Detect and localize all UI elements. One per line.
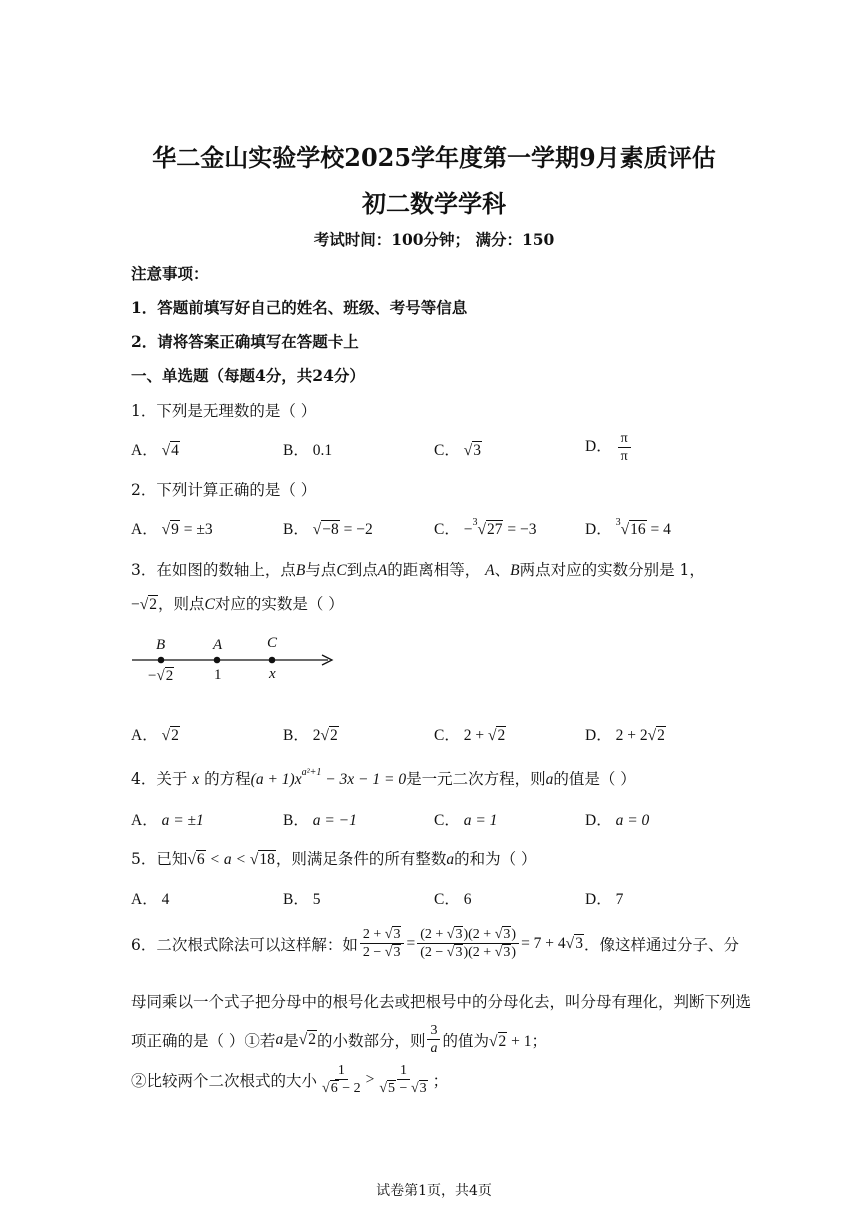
subject-title: 初二数学学科 — [362, 189, 506, 218]
page-title: 华二金山实验学校2025学年度第一学期9月素质评估 — [152, 143, 716, 172]
question-1-stem: 1．下列是无理数的是（ ） — [131, 402, 317, 420]
q6-fraction-2: $\frac{(2 + √3)(2 + √3)}{(2 - √3)(2 + √3)}$ — [417, 926, 519, 961]
q2-option-c: C． −$^3$√27 = −3 — [434, 517, 537, 538]
q3-option-c: C． 2 + √2 — [434, 727, 506, 744]
q3-option-b: B． 2√2 — [283, 727, 338, 744]
q3-option-a: A． √2 — [131, 727, 179, 744]
point-b-dot — [158, 657, 165, 664]
q4-option-b: B． a = −1 — [283, 812, 357, 829]
q1-option-d: D． $\frac{\pi}{\pi}$ — [585, 430, 633, 465]
q2-option-b: B． √−8 = −2 — [283, 521, 373, 538]
question-6-stem-line2: 母同乘以一个式子把分母中的根号化去或把根号中的分母化去，叫分母有理化，判断下列选 — [131, 993, 752, 1011]
q4-option-d: D． a = 0 — [585, 812, 650, 829]
q2-option-a: A． √9 = ±3 — [131, 521, 213, 538]
q5-option-c: C． 6 — [434, 891, 472, 908]
point-b-value: −√2 — [148, 668, 174, 684]
point-a-label: A — [213, 637, 223, 653]
q5-option-a: A． 4 — [131, 891, 170, 908]
point-c-dot — [269, 657, 276, 664]
q2-option-d: D． $^3$√16 = 4 — [585, 517, 671, 538]
section-title: 一、单选题（每题4分，共24分） — [131, 366, 365, 385]
notes-item-1: 1．答题前填写好自己的姓名、班级、考号等信息 — [131, 298, 468, 317]
q3-option-d: D． 2 + 2√2 — [585, 727, 665, 744]
question-3-stem-line2: −√2，则点C对应的实数是（ ） — [131, 595, 344, 613]
question-6-stem-line3: 项正确的是（ ）①若 a 是 √2 的小数部分，则 $\frac{3}{a}$ 的值为 √2 + 1； — [131, 1023, 548, 1056]
point-a-dot — [214, 657, 221, 664]
question-6-stem-line1: 6．二次根式除法可以这样解：如 $\frac{2 + √3}{2 - √3}$ = $\frac{(2 + √3)(2 + √3)}{(2 - √3)(2 + √3)}$ = 7 + 4√3 ．像这样通过分子、分 — [131, 927, 739, 960]
q1-option-a: A． √4 — [131, 442, 179, 459]
question-6-stem-line4: ②比较两个二次根式的大小 $\frac{1}{√6 - 2}$ > $\frac{1}{√5 - √3}$ ； — [131, 1063, 449, 1096]
question-5-stem: 5．已知√6 < a < √18，则满足条件的所有整数a的和为（ ） — [131, 850, 537, 868]
q4-option-c: C． a = 1 — [434, 812, 498, 829]
point-c-value: x — [269, 666, 276, 682]
notes-heading: 注意事项： — [131, 264, 209, 283]
question-3-stem-line1: 3．在如图的数轴上，点B与点C到点A的距离相等， A、B两点对应的实数分别是 1， — [131, 561, 705, 579]
notes-item-2: 2．请将答案正确填写在答题卡上 — [131, 332, 359, 351]
exam-info: 考试时间：100分钟； 满分：150 — [313, 230, 555, 249]
q5-option-d: D． 7 — [585, 891, 624, 908]
point-b-label: B — [156, 637, 166, 653]
point-a-value: 1 — [214, 667, 222, 683]
page-footer: 试卷第1页，共4页 — [376, 1183, 492, 1199]
question-2-stem: 2．下列计算正确的是（ ） — [131, 481, 317, 499]
question-4-stem: 4．关于 x 的方程$(a + 1)x^{a^2+1} - 3x - 1 = 0$是一元二次方程，则a的值是（ ） — [131, 767, 636, 788]
point-c-label: C — [267, 635, 278, 651]
q1-option-c: C． √3 — [434, 442, 481, 459]
q4-option-a: A． a = ±1 — [131, 812, 204, 829]
q6-fraction-1: $\frac{2 + √3}{2 - √3}$ — [360, 926, 405, 961]
q5-option-b: B． 5 — [283, 891, 321, 908]
q1-option-b: B． 0.1 — [283, 442, 333, 459]
